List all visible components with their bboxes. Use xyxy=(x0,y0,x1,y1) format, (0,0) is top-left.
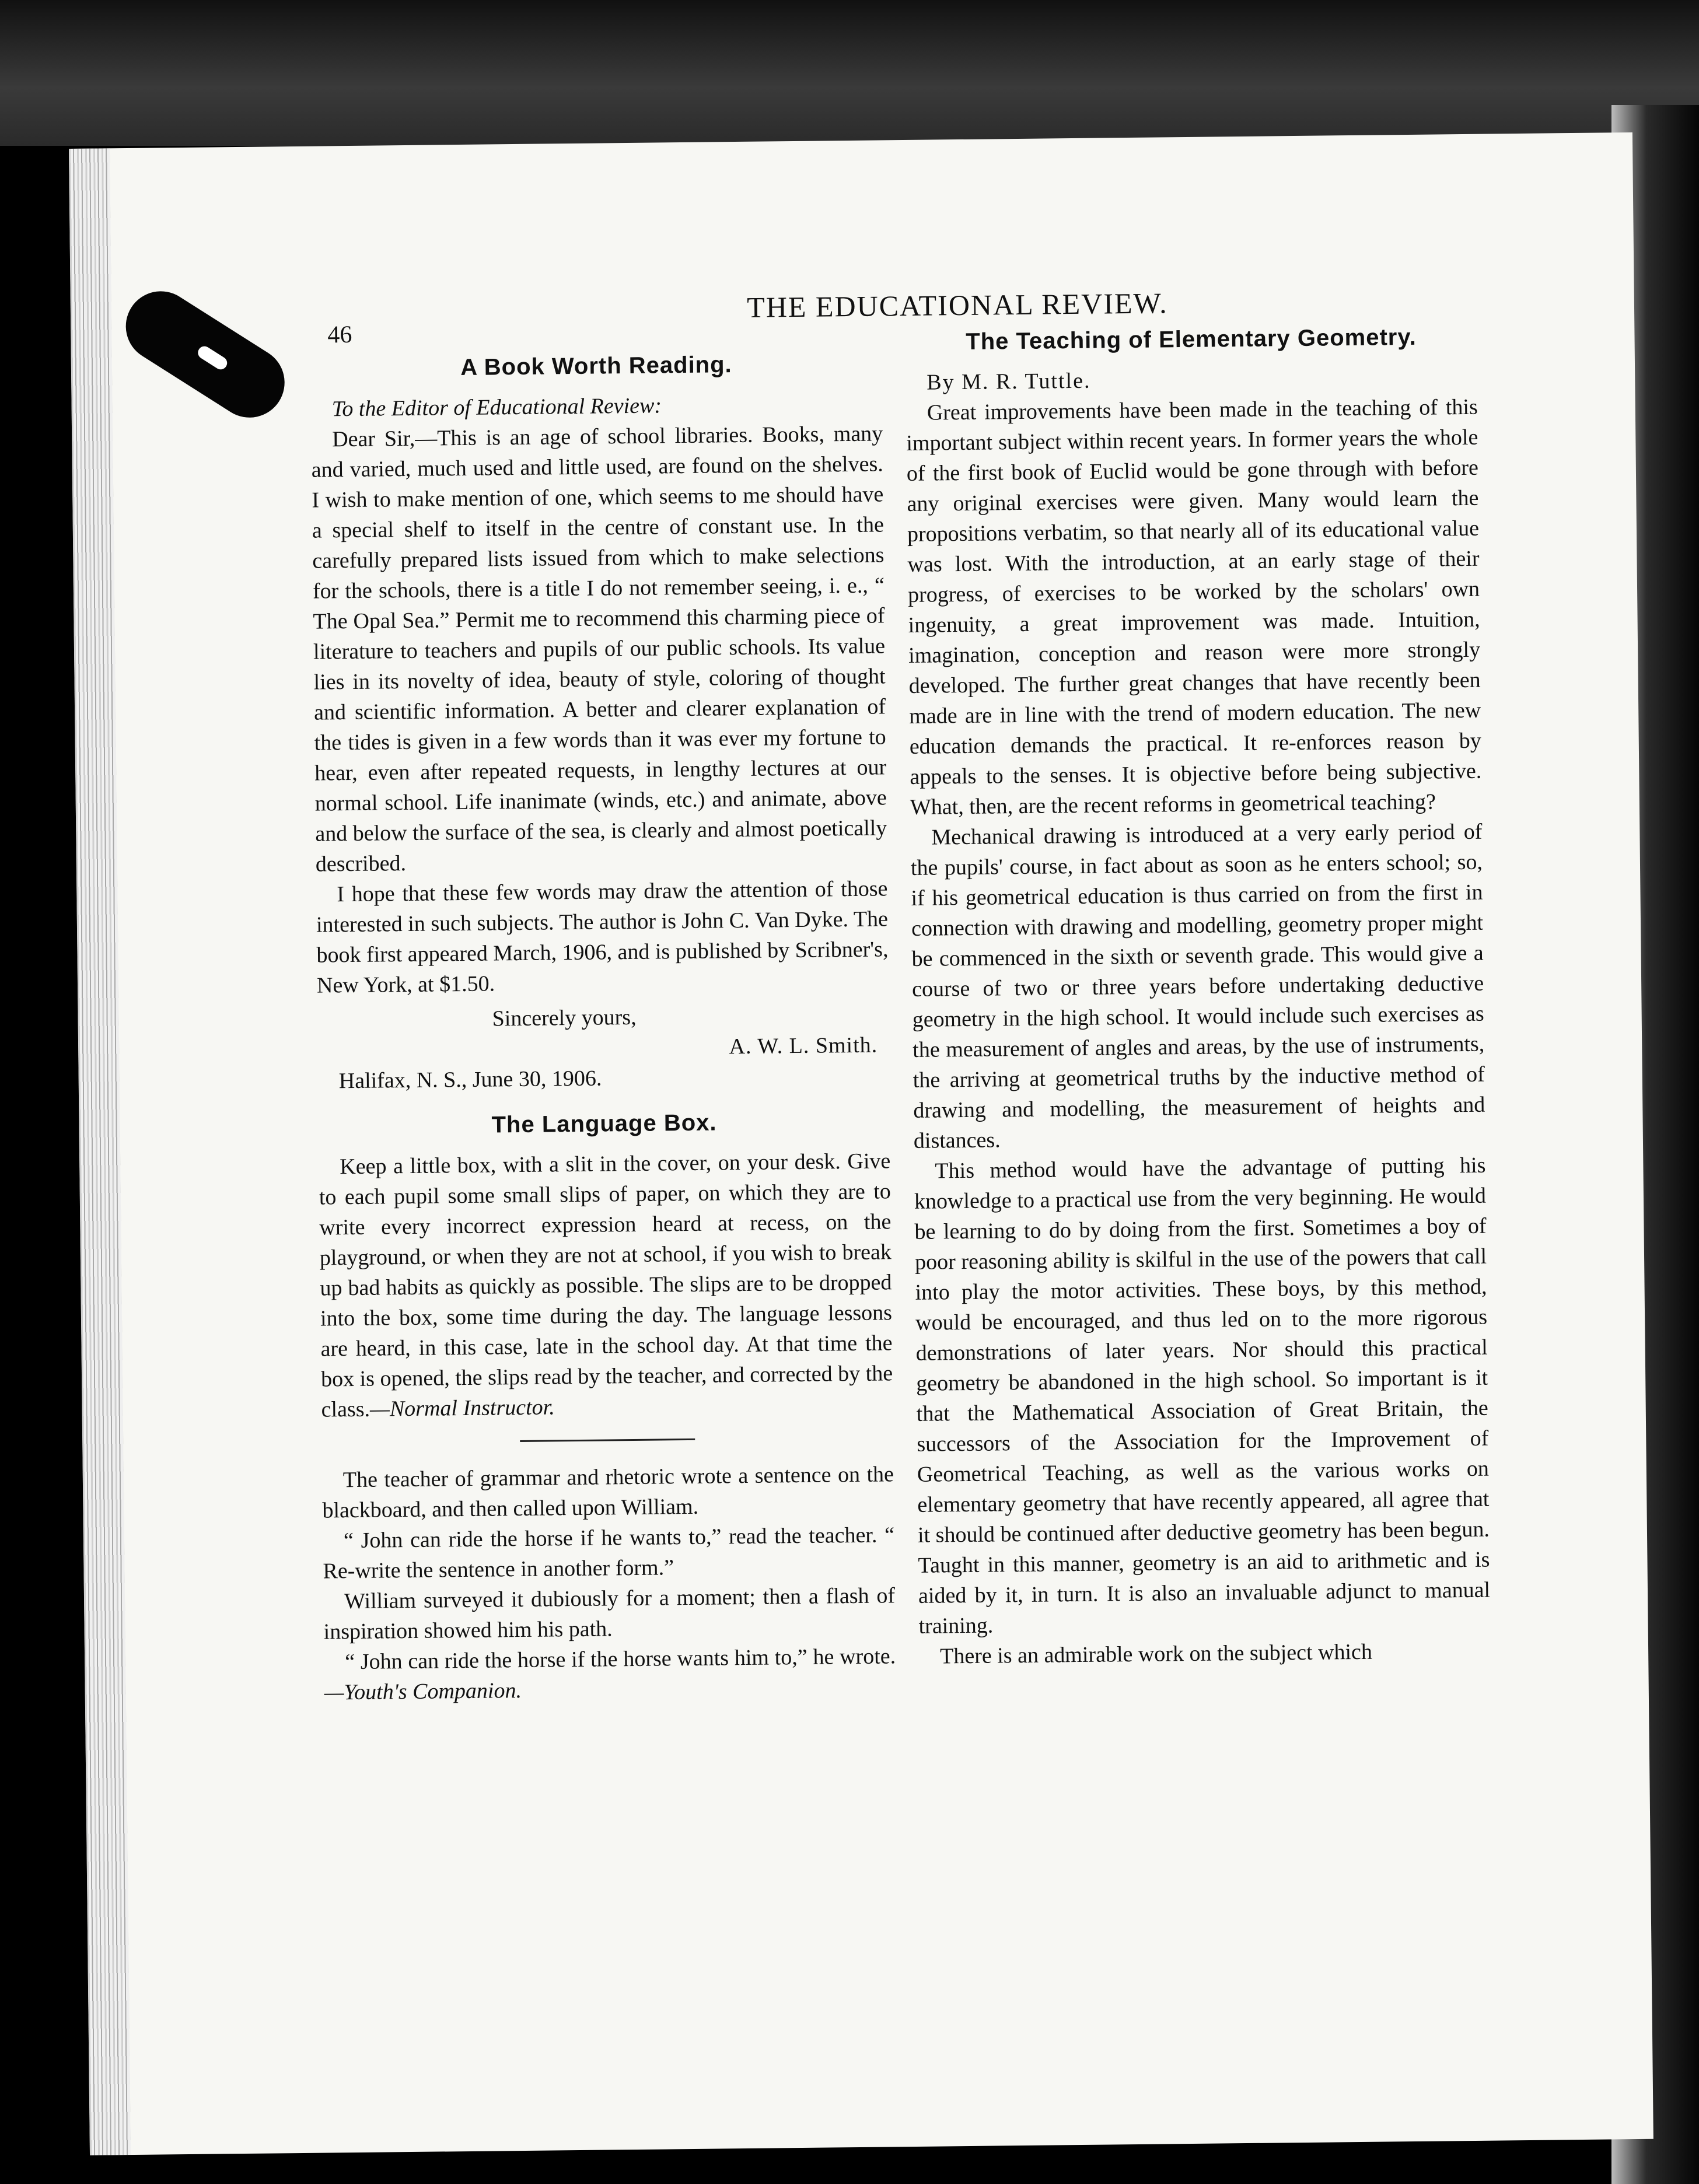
anecdote-paragraph-3: William surveyed it dubiously for a moment; then a flash of inspiration showed him his path. xyxy=(323,1583,896,1644)
right-column xyxy=(905,324,1491,1672)
article-title-book: A Book Worth Reading. xyxy=(460,352,732,380)
anecdote-source: —Youth's Companion. xyxy=(324,1678,522,1705)
closing: Sincerely yours, xyxy=(492,1005,637,1031)
geometry-paragraph-2: Mechanical drawing is introduced at a very early period of the pupils' course, in fact about as soon as he enters school; so, if his geometrical education is thus carried on from the first in connection with drawing and modelling, geometry proper might be commenced in the sixth or seventh grade. This would give a course of two or three years before undertaking deductive geometry in the high school. It would include such exercises as the measurement of angles and areas, by the use of instruments, the arriving at geometrical truths by the inductive method of drawing and modelling, the measurement of heights and distances. xyxy=(910,819,1485,1153)
byline: By M. R. Tuttle. xyxy=(927,368,1091,395)
page-number: 46 xyxy=(327,321,352,349)
scan-top-margin xyxy=(0,0,1699,146)
page-edges xyxy=(69,148,131,2155)
language-box-text: Keep a little box, with a slit in the cover, on your desk. Give to each pupil some small slips of paper, on which they are to write every incorrect expression heard at recess, on the playground, or when they are not at school, if you wish to break up bad habits as quickly as possible. The slips are to be dropped into the box, some time during the day. The language lessons are heard, in this case, late in the school day. At that time the box is opened, the slips read by the teacher, and corrected by the class. xyxy=(319,1149,893,1422)
geometry-paragraph-1: Great improvements have been made in the teaching of this important subject within recent years. In former years the whole of the first book of Euclid would be gone through with before any original exercises were given. Many would learn the propositions verbatim, so that nearly all of its educational value was lost. With the introduction, at an early stage of their progress, of exercises to be worked by the scholars' own ingenuity, a great improvement was made. Intuition, imagination, conception and reason were more strongly developed. The further great changes that have recently been made are in line with the trend of modern education. The new education demands the practical. It re-enforces reason by appeals to the senses. It is objective before being subjective. What, then, are the recent reforms in geometrical teaching? xyxy=(906,394,1482,820)
left-column xyxy=(310,350,896,1707)
language-box-paragraph xyxy=(319,1146,893,1424)
anecdote-paragraph-4 xyxy=(324,1641,896,1707)
running-head: THE EDUCATIONAL REVIEW. xyxy=(746,286,1168,324)
signoff xyxy=(317,999,890,1096)
signature: A. W. L. Smith. xyxy=(729,1032,878,1059)
anecdote-paragraph-1: The teacher of grammar and rhetoric wrote a sentence on the blackboard, and then called upon William. xyxy=(322,1462,894,1523)
book-page xyxy=(69,132,1653,2155)
geometry-paragraph-3: This method would have the advantage of putting his knowledge to a practical use from the very beginning. He would be learning to do by doing from the first. Sometimes a boy of poor reasoning ability is skilful in the use of the powers that call into play the motor activities. These boys, by this method, would be encouraged, and thus led on to the more rigorous demonstrations of later years. Nor should this practical geometry be abandoned in the high school. So important is it that the Mathematical Association of Great Britain, the successors of the Association for the Improvement of Geometrical Teaching, as well as the various works on elementary geometry that have recently appeared, all agree that it should be continued after deductive geometry has been begun. Taught in this manner, geometry is an aid to arithmetic and is aided by it, in turn. It is also an invaluable adjunct to manual training. xyxy=(914,1153,1491,1639)
geometry-paragraph-4: There is an admirable work on the subject which xyxy=(939,1639,1373,1669)
letter-paragraph-1: Dear Sir,—This is an age of school libraries. Books, many and varied, much used and little used, are found on the shelves. I wish to make mention of one, which seems to me should have a special shelf to itself in the centre of constant use. In the carefully prepared lists issued from which to make selections for the schools, there is a title I do not remember seeing, i. e., “ The Opal Sea.” Permit me to recommend this charming piece of literature to teachers and pupils of our public schools. Its value lies in its novelty of idea, beauty of style, coloring of thought and scientific information. A better and clearer explanation of the tides is given in a few words than it was ever my fortune to hear, even after repeated requests, in lengthy lectures at our normal school. Life inanimate (winds, etc.) and animate, above and below the surface of the sea, is clearly and almost poetically described. xyxy=(311,421,887,877)
language-box-source: —Normal Instructor. xyxy=(369,1395,555,1422)
section-divider xyxy=(520,1438,695,1442)
anecdote-paragraph-2: “ John can ride the horse if he wants to,” read the teacher. “ Re-write the sentence in another form.” xyxy=(323,1522,895,1584)
place-date: Halifax, N. S., June 30, 1906. xyxy=(338,1066,602,1094)
article-title-language-box: The Language Box. xyxy=(491,1110,717,1138)
article-title-geometry: The Teaching of Elementary Geometry. xyxy=(966,324,1417,355)
letter-paragraph-2: I hope that these few words may draw the attention of those interested in such subjects. The author is John C. Van Dyke. The book first appeared March, 1906, and is published by Scribner's, New York, at $1.50. xyxy=(316,876,889,998)
anecdote-last-text: “ John can ride the horse if the horse wants him to,” he wrote. xyxy=(344,1644,896,1675)
salutation: To the Editor of Educational Review: xyxy=(331,393,662,422)
